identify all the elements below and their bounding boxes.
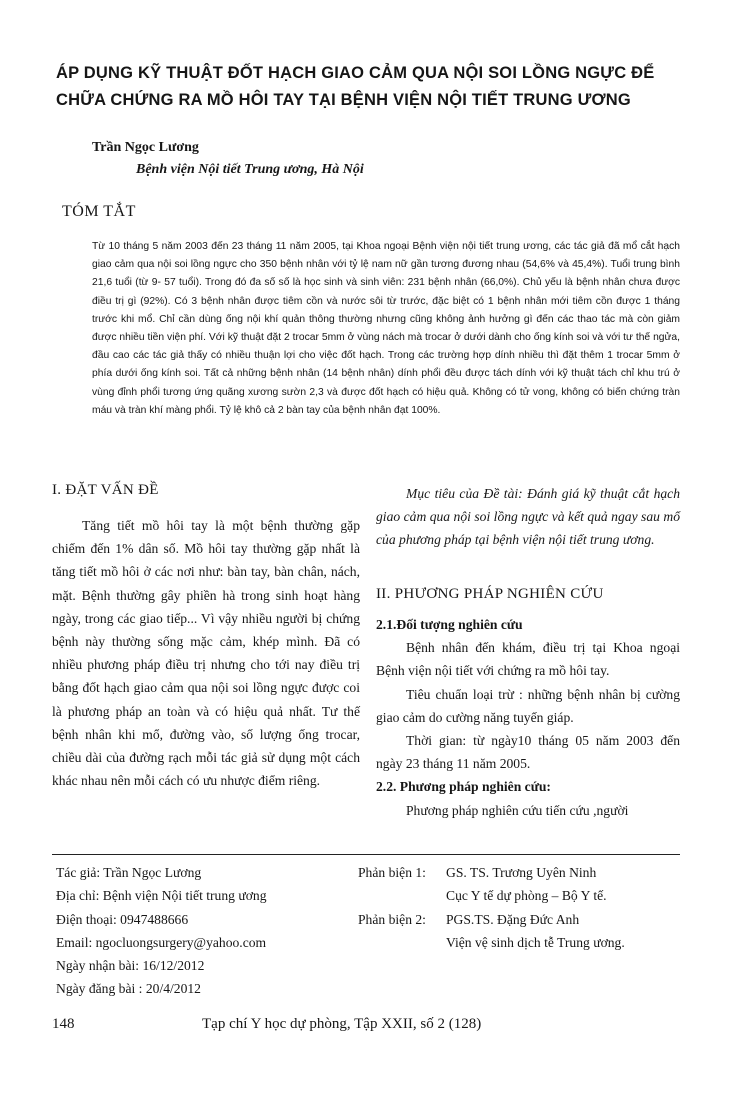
subsection-2-1-para-1: Bệnh nhân đến khám, điều trị tại Khoa ngoại Bệnh viện nội tiết với chứng ra mồ hôi tay. xyxy=(376,640,680,679)
reviewer-2 xyxy=(358,908,625,931)
study-aim: Mục tiêu của Đề tài: Đánh giá kỹ thuật cắt hạch giao cảm qua nội soi lồng ngực và kết quả ngay sau mổ của phương pháp tại bệnh viện nội tiết trung ương. xyxy=(376,486,680,548)
reviewer-1-name: GS. TS. Trương Uyên Ninh xyxy=(446,865,597,880)
footer-phone: Điện thoại: 0947488666 xyxy=(56,911,189,927)
section-1-paragraph: Tăng tiết mồ hôi tay là một bệnh thường gặp chiếm đến 1% dân số. Mồ hôi tay thường gặp nhất là tăng tiết mồ hôi ở các nơi như: bàn tay, bàn chân, nách, mặt. Bệnh thường gây phiền hà trong sinh hoạt hàng ngày, trong các giao tiếp... Vì vậy nhiều người bị chứng bệnh này thường sống mặc cảm, khép mình. Đã có nhiều phương pháp điều trị nhưng cho tới nay điều trị bằng đốt hạch giao cảm qua nội soi lồng ngực được coi là phương pháp an toàn và có hiệu quả nhất. Tư thế bệnh nhân khi mổ, đường vào, số lượng ống trocar, chiều dài của đường rạch mỗi tác giả sử dụng một cách khác nhau nên mỗi cách có ưu nhược điểm riêng. xyxy=(52,518,360,789)
reviewer-1 xyxy=(358,861,625,884)
subsection-2-2-para-1: Phương pháp nghiên cứu tiến cứu ,người xyxy=(406,802,629,818)
abstract-text: Từ 10 tháng 5 năm 2003 đến 23 tháng 11 năm 2005, tại Khoa ngoại Bệnh viện nội tiết trung ương, các tác giả đã mổ cắt hạch giao cảm qua nội soi lồng ngực cho 350 bệnh nhân với tỷ lệ nam nữ gần tương đương nhau (54,6% và 45,4%). Tuổi trung bình 21,6 tuổi (từ 9- 57 tuổi). Trong đó đa số số là học sinh và sinh viên: 231 bệnh nhân (66,0%). Chủ yếu là bệnh nhân chưa được điều trị gì (92%). Có 3 bệnh nhân được tiêm cồn và nước sôi từ trước, đặc biệt có 1 bệnh nhân mới tiêm cồn được 1 tháng trước khi mổ. Chỉ cần dùng ống nội khí quản thông thường nhưng cũng không ảnh hưởng gì đến các thao tác mà còn giảm được nhiều tiền viện phí. Với kỹ thuật đặt 2 trocar 5mm ở vùng nách mà trocar ở dưới dành cho ống kính soi và với tư thế ngửa, đầu cao các tác giả thấy có nhiều thuận lợi cho việc đốt hạch. Trong các trường hợp dính nhiều thì đặt thêm 1 trocar 5mm ở phía dưới ống kính soi. Tất cả những bệnh nhân (14 bệnh nhân) dính phổi đều được tách dính với kỹ thuật tách chỉ khu trú ở vùng đỉnh phổi tương ứng quãng xương sườn 2,3 và được đốt hạch có hiệu quả. Không có tử vong, không có biến chứng tràn máu và tràn khí màng phổi. Tỷ lệ khô cả 2 bàn tay của bệnh nhân đạt 100%. xyxy=(92,241,680,416)
journal-citation: Tạp chí Y học dự phòng, Tập XXII, số 2 (128) xyxy=(202,1016,482,1032)
subsection-2-1-para-2: Tiêu chuẩn loại trừ : những bệnh nhân bị cường giao cảm do cường năng tuyến giáp. xyxy=(376,686,680,725)
footer-divider xyxy=(52,854,680,855)
section-2-heading: II. PHƯƠNG PHÁP NGHIÊN CỨU xyxy=(376,586,604,602)
footer-published-date: Ngày đăng bài : 20/4/2012 xyxy=(56,981,201,997)
reviewers-info xyxy=(358,861,625,954)
author-name: Trần Ngọc Lương xyxy=(92,140,199,155)
title-line-1: ÁP DỤNG KỸ THUẬT ĐỐT HẠCH GIAO CẢM QUA NỘI SOI LỒNG NGỰC ĐỂ xyxy=(56,64,655,82)
article-title xyxy=(56,60,696,114)
subsection-2-1-para-3: Thời gian: từ ngày10 tháng 05 năm 2003 đến ngày 23 tháng 11 năm 2005. xyxy=(376,733,680,772)
reviewer-2-org: Viện vệ sinh dịch tễ Trung ương. xyxy=(446,934,625,950)
author-info xyxy=(56,861,267,1001)
left-column xyxy=(52,482,360,789)
page-number: 148 xyxy=(52,1016,75,1032)
section-1-heading: I. ĐẶT VẤN ĐỀ xyxy=(52,482,159,498)
subsection-2-2-heading: 2.2. Phương pháp nghiên cứu: xyxy=(376,779,551,795)
footer-address: Địa chỉ: Bệnh viện Nội tiết trung ương xyxy=(56,888,267,904)
footer-email: Email: ngocluongsurgery@yahoo.com xyxy=(56,934,267,950)
reviewer-2-org-row xyxy=(358,931,625,954)
reviewer-1-org-row xyxy=(358,884,625,907)
footer-author: Tác giả: Trần Ngọc Lương xyxy=(56,865,202,880)
title-line-2: CHỮA CHỨNG RA MỒ HÔI TAY TẠI BỆNH VIỆN NỘI TIẾT TRUNG ƯƠNG xyxy=(56,91,631,109)
abstract-heading: TÓM TẮT xyxy=(62,203,136,220)
reviewer-2-label: Phản biện 2: xyxy=(358,911,426,927)
reviewer-1-org: Cục Y tế dự phòng – Bộ Y tế. xyxy=(446,888,607,904)
section-2 xyxy=(376,586,680,822)
reviewer-2-name: PGS.TS. Đặng Đức Anh xyxy=(446,911,580,927)
subsection-2-1-heading: 2.1.Đối tượng nghiên cứu xyxy=(376,617,523,632)
right-column xyxy=(376,482,680,818)
footer-received-date: Ngày nhận bài: 16/12/2012 xyxy=(56,958,205,974)
reviewer-1-label: Phản biện 1: xyxy=(358,865,426,880)
author-affiliation: Bệnh viện Nội tiết Trung ương, Hà Nội xyxy=(136,162,364,177)
